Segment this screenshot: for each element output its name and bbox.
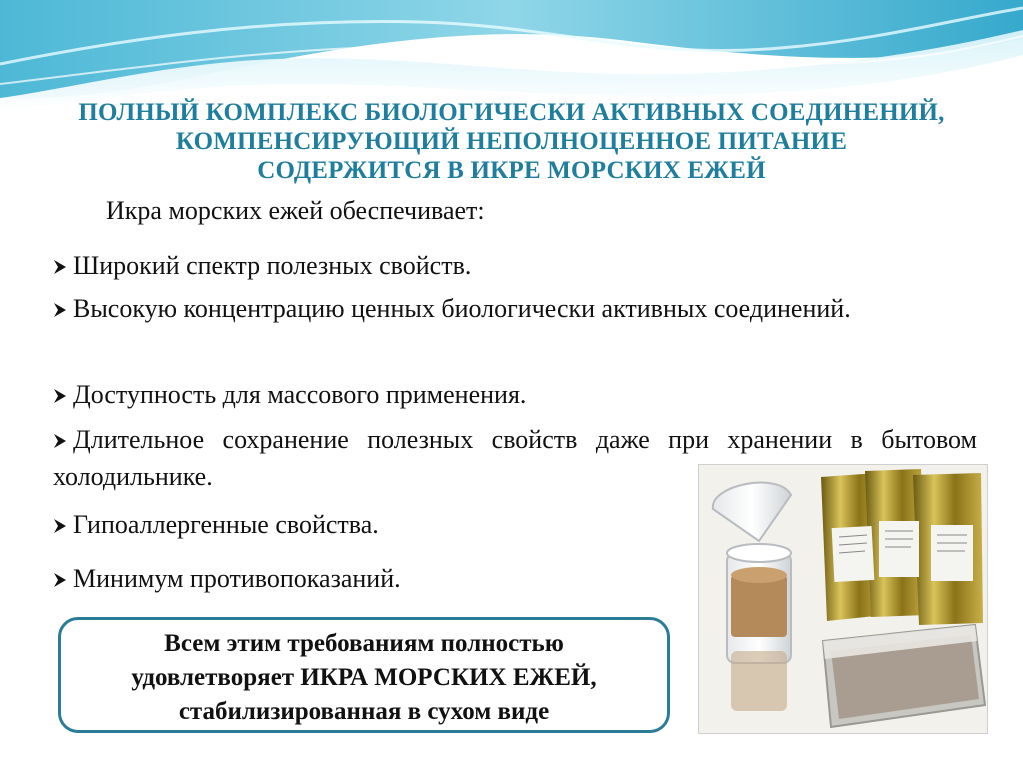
intro-text: Икра морских ежей обеспечивает: [106, 196, 485, 225]
bullet-item [53, 247, 977, 284]
product-photo-illustration [699, 465, 987, 733]
arrow-bullet-icon [53, 259, 67, 275]
bullet-text: Доступность для массового применения. [73, 380, 527, 409]
callout-line: стабилизированная в сухом виде [178, 698, 550, 725]
bullet-text: Длительное сохранение полезных свойств даже при хранении в бытовом холодильнике. [53, 425, 977, 491]
bullet-item [53, 376, 977, 413]
bullet-text: Гипоаллергенные свойства. [73, 510, 379, 539]
callout-line: Всем этим требованиям полностью [164, 630, 564, 657]
callout-line: удовлетворяет ИКРА МОРСКИХ ЕЖЕЙ, [131, 664, 597, 691]
bullet-text: Минимум противопоказаний. [73, 564, 401, 593]
arrow-bullet-icon [53, 388, 67, 404]
bullet-item [53, 290, 977, 327]
title-line: ПОЛНЫЙ КОМПЛЕКС БИОЛОГИЧЕСКИ АКТИВНЫХ СОЕДИНЕНИЙ, [78, 99, 945, 126]
title-line: КОМПЕНСИРУЮЩИЙ НЕПОЛНОЦЕННОЕ ПИТАНИЕ [175, 128, 848, 155]
callout-box [58, 617, 670, 733]
arrow-bullet-icon [53, 518, 67, 534]
bullet-text: Высокую концентрацию ценных биологически активных соединений. [73, 294, 851, 323]
arrow-bullet-icon [53, 433, 67, 449]
arrow-bullet-icon [53, 302, 67, 318]
product-photo [698, 464, 988, 734]
bullet-text: Широкий спектр полезных свойств. [73, 251, 472, 280]
arrow-bullet-icon [53, 572, 67, 588]
slide-title [20, 98, 1003, 185]
title-line: СОДЕРЖИТСЯ В ИКРЕ МОРСКИХ ЕЖЕЙ [257, 157, 766, 184]
